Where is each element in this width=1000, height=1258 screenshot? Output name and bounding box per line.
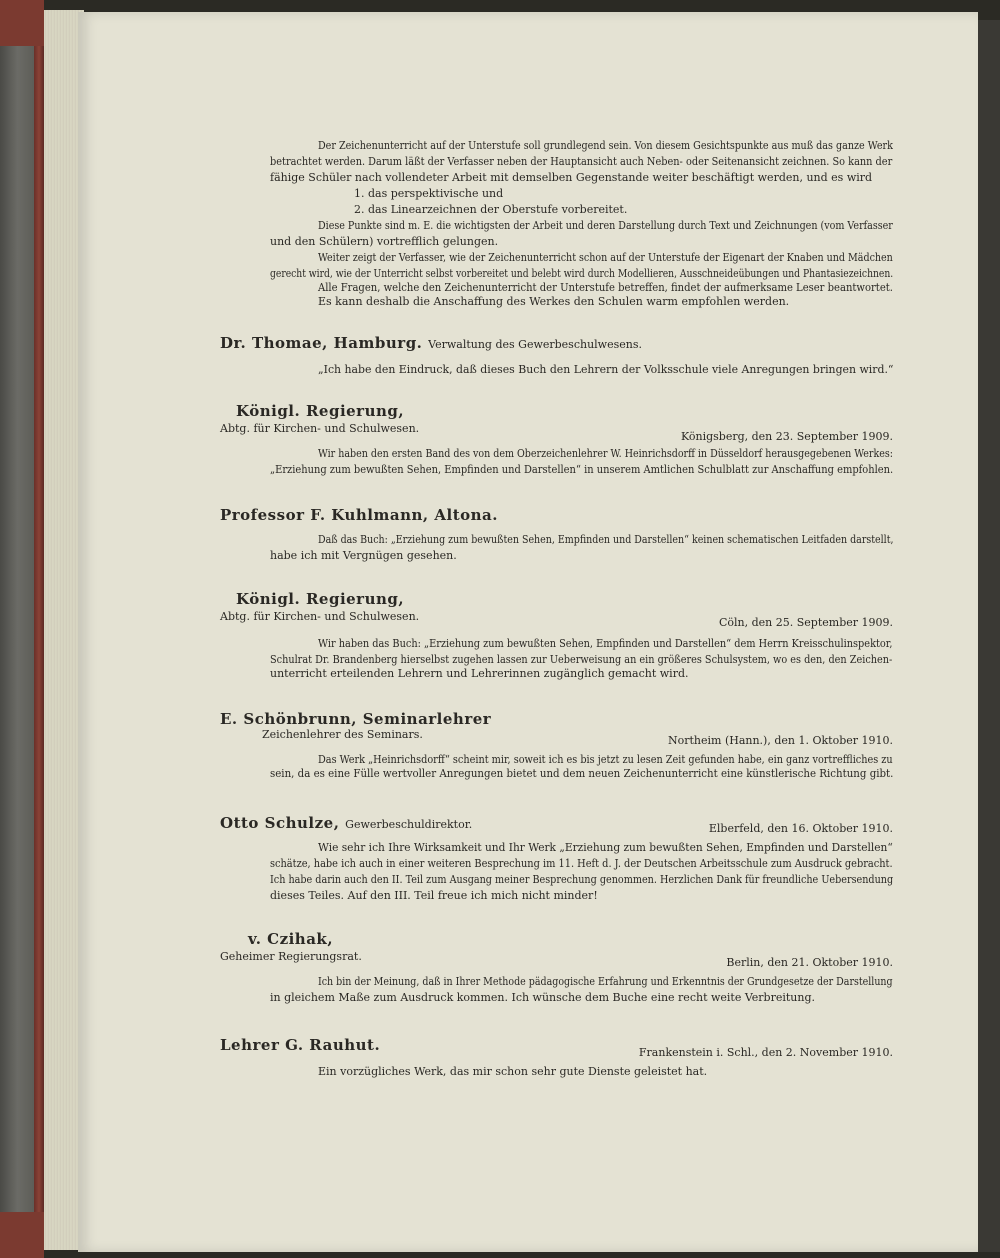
schoenbrunn-sub: Zeichenlehrer des Seminars. (262, 728, 423, 741)
schulze-name: Otto Schulze, (220, 814, 340, 832)
intro-line-8: Weiter zeigt der Verfasser, wie der Zeichenunterricht schon auf der Unterstufe der Eigenart der Knaben und Mädchen (318, 251, 893, 264)
coeln-sub: Abtg. für Kirchen- und Schulwesen. (220, 610, 420, 623)
coeln-line-1: Wir haben das Buch: „Erziehung zum bewußten Sehen, Empfinden und Darstellen“ dem Herrn Kreisschulinspektor, (318, 637, 893, 650)
koenigsberg-heading: Königl. Regierung, (236, 402, 405, 420)
intro-line-10: Alle Fragen, welche den Zeichenunterricht der Unterstufe betreffen, findet der aufmerksame Leser beantwortet. (318, 281, 893, 294)
schulze-role: Gewerbeschuldirektor. (345, 818, 473, 831)
coeln-date: Cöln, den 25. September 1909. (718, 616, 893, 629)
koenigsberg-line-2: „Erziehung zum bewußten Sehen, Empfinden und Darstellen“ in unserem Amtlichen Schulblatt zur Anschaffung empfohlen. (270, 463, 894, 476)
thomae-name: Dr. Thomae, Hamburg. (220, 334, 423, 352)
thomae-role: Verwaltung des Gewerbeschulwesens. (428, 338, 642, 351)
schulze-date: Elberfeld, den 16. Oktober 1910. (708, 822, 893, 835)
document-page (78, 12, 978, 1252)
koenigsberg-sub: Abtg. für Kirchen- und Schulwesen. (220, 422, 420, 435)
schoenbrunn-line-1: Das Werk „Heinrichsdorff“ scheint mir, soweit ich es bis jetzt zu lesen Zeit gefunden habe, ein ganz vortreffliches zu (318, 753, 893, 766)
book-spine-edge (34, 0, 44, 1258)
cover-corner-top (0, 0, 44, 46)
czihak-line-2: in gleichem Maße zum Ausdruck kommen. Ich wünsche dem Buche eine recht weite Verbreitung. (270, 991, 816, 1004)
rauhut-heading: Lehrer G. Rauhut. (220, 1036, 381, 1054)
intro-line-5: 2. das Linearzeichnen der Oberstufe vorbereitet. (354, 203, 628, 216)
schulze-line-1: Wie sehr ich Ihre Wirksamkeit und Ihr Werk „Erziehung zum bewußten Sehen, Empfinden und Darstellen“ (318, 841, 893, 854)
intro-line-9: gerecht wird, wie der Unterricht selbst vorbereitet und belebt wird durch Modellieren, Ausschneideübungen und Phantasiezeichnen. (270, 267, 894, 280)
intro-line-11: Es kann deshalb die Anschaffung des Werkes den Schulen warm empfohlen werden. (318, 295, 790, 308)
cover-corner-bottom (0, 1212, 44, 1258)
schulze-line-3: Ich habe darin auch den II. Teil zum Ausgang meiner Besprechung genommen. Herzlichen Dank für freundliche Uebersendung (270, 873, 894, 886)
schulze-line-4: dieses Teiles. Auf den III. Teil freue ich mich nicht minder! (270, 889, 598, 902)
rauhut-date: Frankenstein i. Schl., den 2. November 1910. (638, 1046, 893, 1059)
koenigsberg-date: Königsberg, den 23. September 1909. (680, 430, 893, 443)
page-content (78, 12, 978, 1252)
intro-line-4: 1. das perspektivische und (354, 187, 504, 200)
coeln-heading: Königl. Regierung, (236, 590, 405, 608)
czihak-heading: v. Czihak, (248, 930, 334, 948)
schoenbrunn-line-2: sein, da es eine Fülle wertvoller Anregungen bietet und dem neuen Zeichenunterricht eine künstlerische Richtung gibt. (270, 767, 894, 780)
background-edge (978, 20, 1000, 1252)
schulze-heading (220, 814, 472, 832)
intro-line-1: Der Zeichenunterricht auf der Unterstufe soll grundlegend sein. Von diesem Gesichtspunkte aus muß das ganze Werk (318, 139, 893, 152)
kuhlmann-heading: Professor F. Kuhlmann, Altona. (220, 506, 498, 524)
coeln-line-2: Schulrat Dr. Brandenberg hierselbst zugehen lassen zur Ueberweisung an ein größeres Schulsystem, wo es den, den Zeichen- (270, 653, 893, 666)
intro-line-3: fähige Schüler nach vollendeter Arbeit mit demselben Gegenstande weiter beschäftigt werden, und es wird (270, 171, 873, 184)
schulze-line-2: schätze, habe ich auch in einer weiteren Besprechung im 11. Heft d. J. der Deutschen Arbeitsschule zum Ausdruck gebracht. (270, 857, 893, 870)
thomae-heading (220, 334, 642, 352)
thomae-quote: „Ich habe den Eindruck, daß dieses Buch den Lehrern der Volksschule viele Anregungen bringen wird.“ (318, 363, 894, 376)
intro-line-6: Diese Punkte sind m. E. die wichtigsten der Arbeit und deren Darstellung durch Text und Zeichnungen (vom Verfasser (318, 219, 893, 232)
rauhut-line-1: Ein vorzügliches Werk, das mir schon sehr gute Dienste geleistet hat. (318, 1065, 708, 1078)
kuhlmann-line-1: Daß das Buch: „Erziehung zum bewußten Sehen, Empfinden und Darstellen“ keinen schematischen Leitfaden darstellt, (318, 533, 894, 546)
schoenbrunn-date: Northeim (Hann.), den 1. Oktober 1910. (667, 734, 893, 747)
kuhlmann-line-2: habe ich mit Vergnügen gesehen. (270, 549, 457, 562)
intro-line-2: betrachtet werden. Darum läßt der Verfasser neben der Hauptansicht auch Neben- oder Seitenansicht zeichnen. So kann der (270, 155, 893, 168)
czihak-date: Berlin, den 21. Oktober 1910. (726, 956, 893, 969)
czihak-sub: Geheimer Regierungsrat. (220, 950, 362, 963)
schoenbrunn-heading: E. Schönbrunn, Seminarlehrer (220, 710, 492, 728)
coeln-line-3: unterricht erteilenden Lehrern und Lehrerinnen zugänglich gemacht wird. (270, 667, 689, 680)
czihak-line-1: Ich bin der Meinung, daß in Ihrer Methode pädagogische Erfahrung und Erkenntnis der Grundgesetze der Darstellung (318, 975, 893, 988)
koenigsberg-line-1: Wir haben den ersten Band des von dem Oberzeichenlehrer W. Heinrichsdorff in Düsseldorf herausgegebenen Werkes: (318, 447, 893, 460)
intro-line-7: und den Schülern) vortrefflich gelungen. (270, 235, 499, 248)
